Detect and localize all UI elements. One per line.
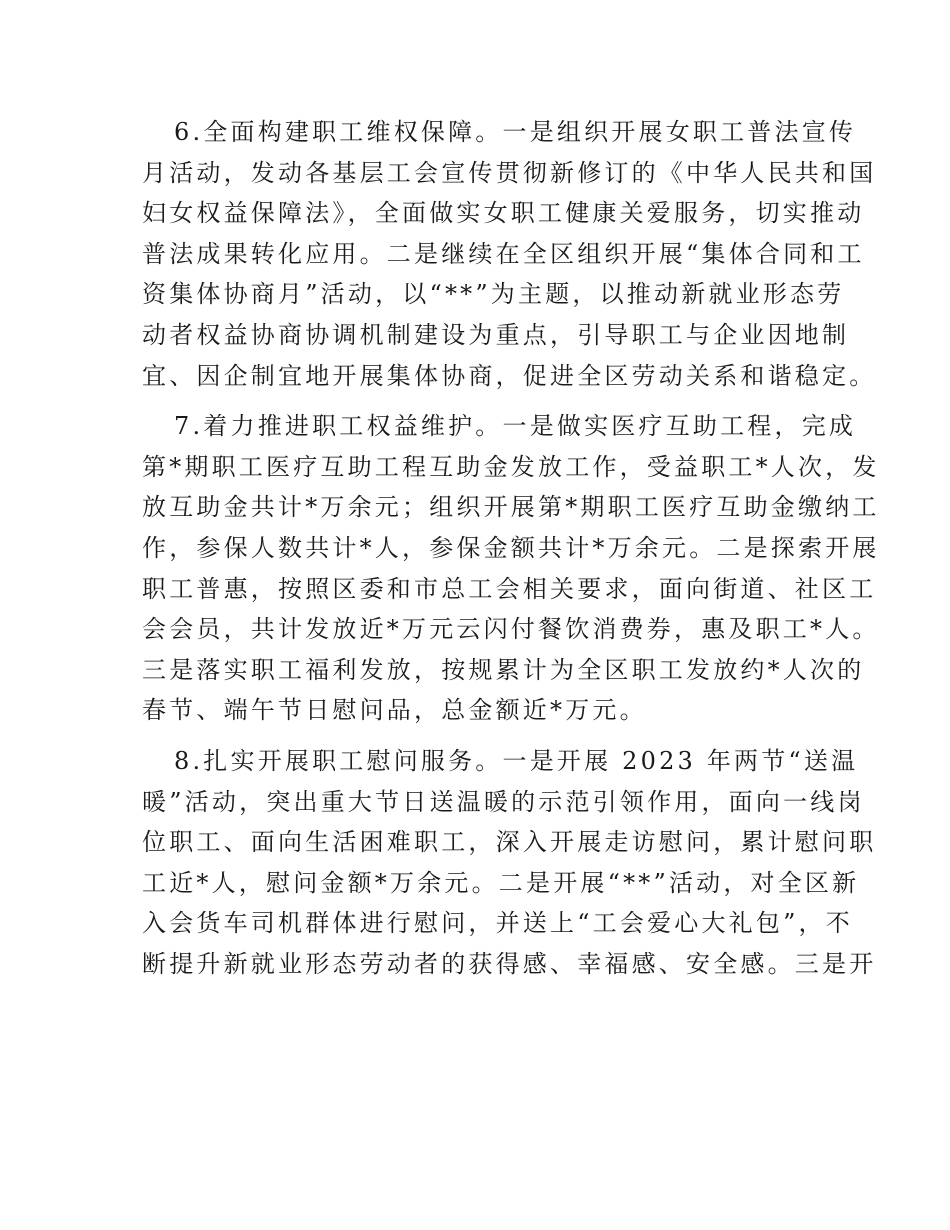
text-line: 资集体协商月”活动，以“**”为主题，以推动新就业形态劳	[142, 280, 845, 309]
text-line: 会会员，共计发放近*万元云闪付餐饮消费券，惠及职工*人。	[142, 615, 880, 644]
text-line: 8.扎实开展职工慰问服务。一是开展 2023 年两节“送温	[174, 746, 859, 775]
text-line: 入会货车司机群体进行慰问，并送上“工会爱心大礼包”，不	[142, 909, 853, 938]
text-line: 放互助金共计*万余元；组织开展第*期职工医疗互助金缴纳工	[142, 493, 880, 522]
paragraph-6	[142, 112, 877, 396]
text-line: 妇女权益保障法》，全面做实女职工健康关爱服务，切实推动	[142, 199, 865, 228]
paragraph-7	[142, 406, 880, 731]
paragraph-8	[142, 741, 877, 985]
text-line: 普法成果转化应用。二是继续在全区组织开展“集体合同和工	[142, 239, 865, 268]
text-line: 6.全面构建职工维权保障。一是组织开展女职工普法宣传	[174, 118, 857, 146]
text-line: 位职工、面向生活困难职工，深入开展走访慰问，累计慰问职	[142, 828, 877, 857]
text-line: 宜、因企制宜地开展集体协商，促进全区劳动关系和谐稳定。	[142, 361, 877, 390]
text-line: 动者权益协商协调机制建设为重点，引导职工与企业因地制	[142, 320, 850, 349]
text-line: 7.着力推进职工权益维护。一是做实医疗互助工程，完成	[174, 412, 857, 441]
text-line: 断提升新就业形态劳动者的获得感、幸福感、安全感。三是开	[142, 949, 877, 978]
text-line: 作，参保人数共计*人，参保金额共计*万余元。二是探索开展	[142, 533, 880, 562]
document-body	[142, 112, 880, 994]
text-line: 工近*人，慰问金额*万余元。二是开展“**”活动，对全区新	[142, 868, 860, 897]
text-line: 职工普惠，按照区委和市总工会相关要求，面向街道、社区工	[142, 574, 877, 603]
text-line: 月活动，发动各基层工会宣传贯彻新修订的《中华人民共和国	[142, 158, 877, 187]
text-line: 春节、端午节日慰问品，总金额近*万元。	[142, 696, 647, 725]
text-line: 三是落实职工福利发放，按规累计为全区职工发放约*人次的	[142, 655, 865, 684]
text-line: 第*期职工医疗互助工程互助金发放工作，受益职工*人次，发	[142, 452, 880, 481]
text-line: 暖”活动，突出重大节日送温暖的示范引领作用，面向一线岗	[142, 787, 865, 816]
